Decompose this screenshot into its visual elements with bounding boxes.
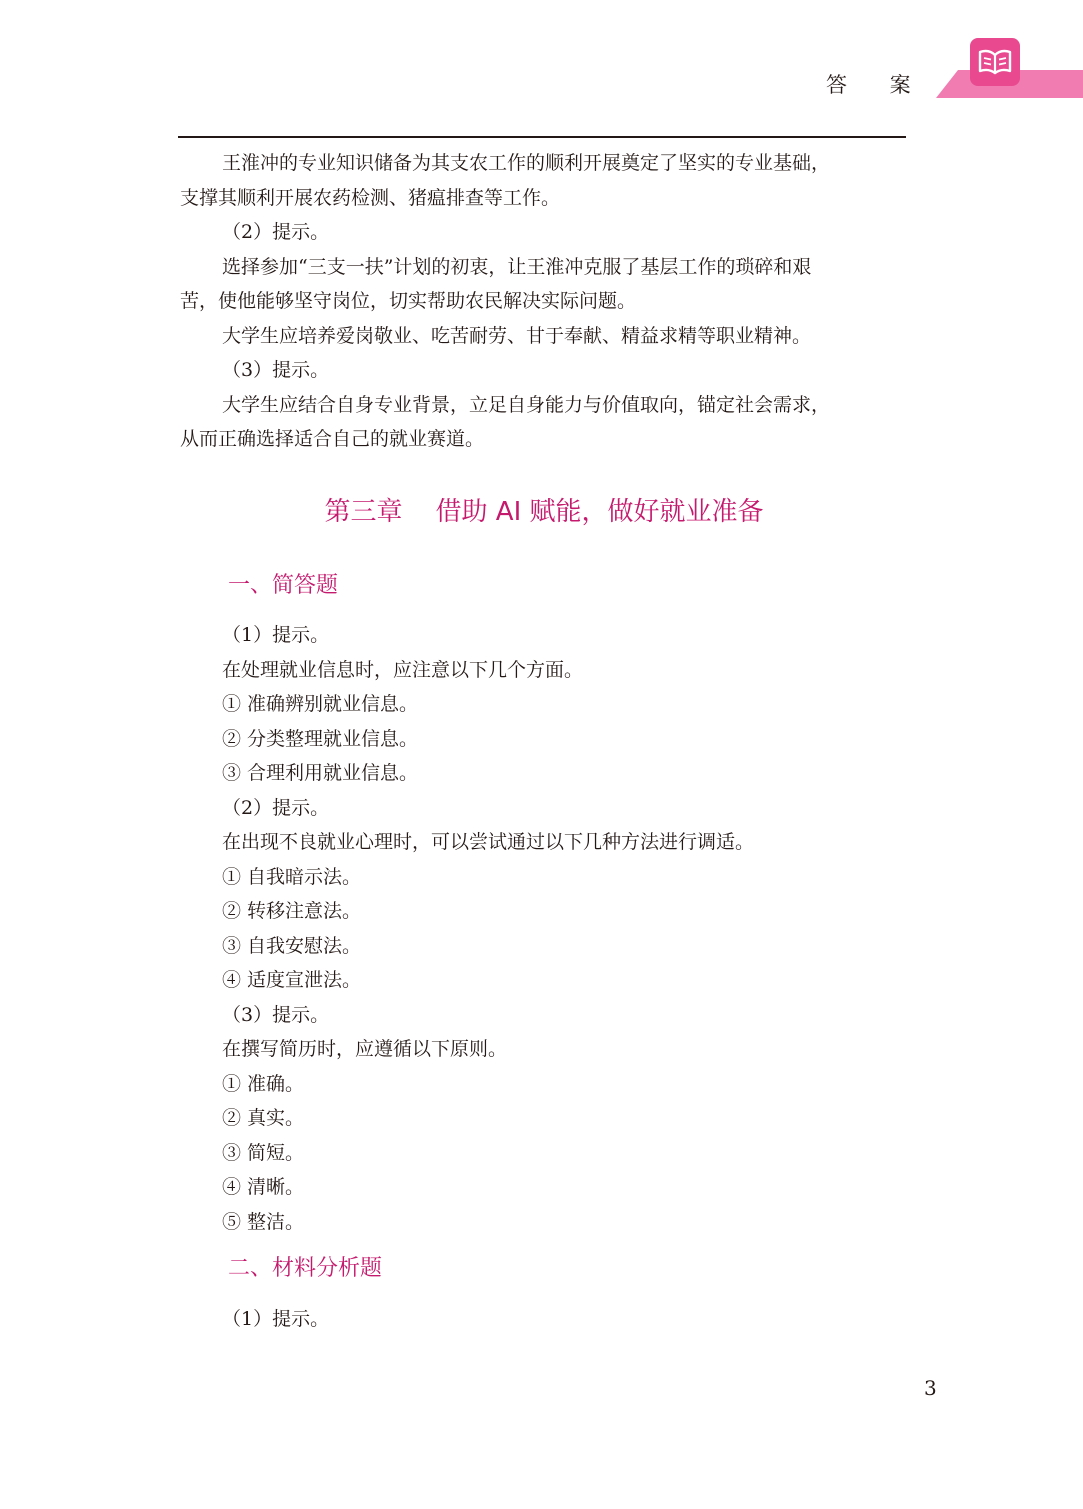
book-badge: [970, 38, 1020, 86]
section-title-short-answer: 一、简答题: [228, 573, 339, 598]
answer-line: （1）提示。: [222, 624, 330, 646]
answer-line: （3）提示。: [222, 1003, 330, 1026]
section-title-material-analysis: 二、材料分析题: [228, 1256, 383, 1281]
list-item: ③ 合理利用就业信息。: [222, 762, 419, 784]
paragraph-line: 从而正确选择适合自己的就业赛道。: [180, 428, 485, 450]
top-text-block: [180, 146, 908, 457]
header-rule: [178, 136, 906, 138]
list-item: ④ 适度宣泄法。: [222, 969, 362, 991]
paragraph-line: （2）提示。: [222, 221, 330, 243]
list-item: ① 自我暗示法。: [222, 865, 362, 888]
paragraph-line: 大学生应培养爱岗敬业、吃苦耐劳、甘于奉献、精益求精等职业精神。: [222, 324, 812, 347]
list-item: ① 准确。: [222, 1072, 305, 1095]
chapter-title: 第三章 借助 AI 赋能，做好就业准备: [324, 497, 764, 527]
paragraph-line: 支撑其顺利开展农药检测、猪瘟排查等工作。: [180, 186, 561, 209]
list-item: ⑤ 整洁。: [222, 1210, 305, 1233]
list-item: ③ 简短。: [222, 1141, 305, 1164]
header-title: 答 案: [826, 73, 929, 97]
answer-line: 在撰写简历时，应遵循以下原则。: [222, 1038, 508, 1060]
answer-line: （1）提示。: [222, 1308, 330, 1330]
list-item: ② 分类整理就业信息。: [222, 727, 419, 750]
paragraph-line: （3）提示。: [222, 359, 330, 381]
section-material-analysis-body: [222, 1302, 912, 1337]
page-number: 3: [924, 1376, 937, 1400]
list-item: ③ 自我安慰法。: [222, 934, 362, 957]
paragraph-line: 王淮冲的专业知识储备为其支农工作的顺利开展奠定了坚实的专业基础，: [222, 152, 831, 174]
list-item: ② 转移注意法。: [222, 900, 362, 922]
paragraph-line: 大学生应结合自身专业背景，立足自身能力与价值取向，锚定社会需求，: [222, 393, 831, 416]
paragraph-line: 苦，使他能够坚守岗位，切实帮助农民解决实际问题。: [180, 290, 637, 312]
answer-line: （2）提示。: [222, 796, 330, 819]
section-short-answer-body: [222, 618, 912, 1239]
list-item: ① 准确辨别就业信息。: [222, 693, 419, 715]
open-book-icon: [970, 38, 1020, 86]
answer-line: 在出现不良就业心理时，可以尝试通过以下几种方法进行调适。: [222, 831, 755, 853]
paragraph-line: 选择参加“三支一扶”计划的初衷，让王淮冲克服了基层工作的琐碎和艰: [222, 255, 812, 278]
list-item: ② 真实。: [222, 1107, 305, 1129]
answer-line: 在处理就业信息时，应注意以下几个方面。: [222, 658, 584, 681]
list-item: ④ 清晰。: [222, 1176, 305, 1198]
